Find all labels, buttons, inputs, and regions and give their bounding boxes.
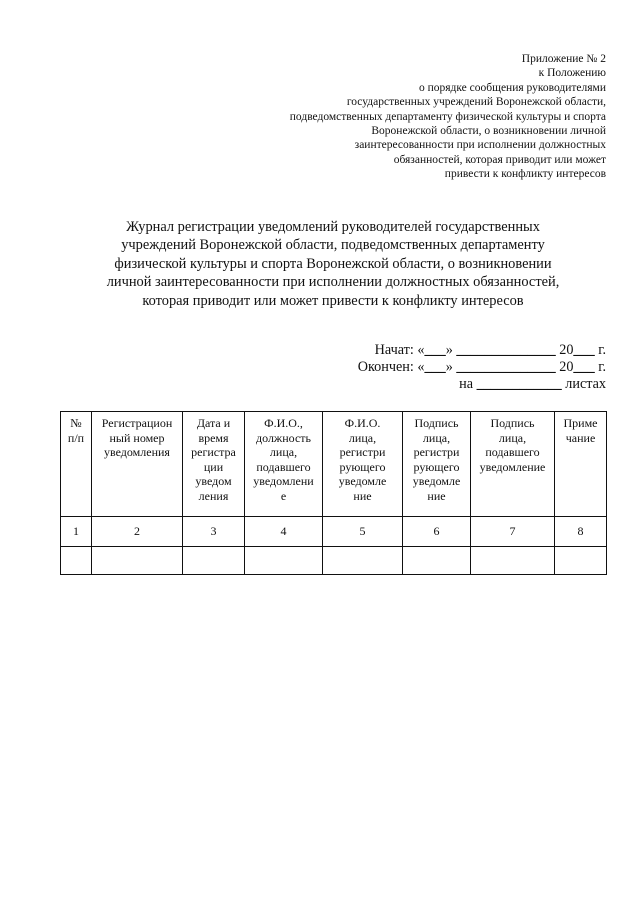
column-header-registrar-signature: Подпись лица, регистри рующего уведомле ние bbox=[403, 412, 471, 517]
table-header-row bbox=[61, 412, 607, 517]
column-header-reg-datetime: Дата и время регистра ции уведом ления bbox=[183, 412, 245, 517]
appendix-line: к Положению bbox=[538, 67, 606, 80]
quote-open: « bbox=[417, 359, 425, 375]
year-suffix: г. bbox=[598, 342, 606, 358]
ended-line bbox=[358, 359, 606, 376]
sheets-prefix: на bbox=[459, 376, 474, 392]
title-line: учреждений Воронежской области, подведомственных департаменту bbox=[121, 237, 545, 254]
column-number: 4 bbox=[245, 517, 323, 547]
journal-dates bbox=[358, 342, 606, 393]
appendix-line: о порядке сообщения руководителями bbox=[418, 81, 606, 94]
column-header-registrar-name: Ф.И.О. лица, регистри рующего уведомле ние bbox=[323, 412, 403, 517]
column-header-note: Приме чание bbox=[555, 412, 607, 517]
started-label: Начат: bbox=[374, 342, 414, 358]
column-number: 6 bbox=[403, 517, 471, 547]
column-header-reg-number: Регистрацион ный номер уведомления bbox=[92, 412, 183, 517]
quote-close: » bbox=[445, 342, 453, 358]
year-blank: ___ bbox=[573, 359, 595, 375]
month-blank: ______________ bbox=[456, 342, 556, 358]
empty-cell bbox=[92, 547, 183, 575]
title-line: личной заинтересованности при исполнении должностных обязанностей, bbox=[106, 274, 560, 291]
sheets-label: листах bbox=[565, 376, 606, 392]
appendix-block bbox=[176, 52, 606, 182]
empty-cell bbox=[323, 547, 403, 575]
appendix-line: привести к конфликту интересов bbox=[444, 168, 606, 181]
empty-cell bbox=[403, 547, 471, 575]
title-line: Журнал регистрации уведомлений руководителей государственных bbox=[126, 219, 540, 235]
column-number: 7 bbox=[471, 517, 555, 547]
empty-cell bbox=[555, 547, 607, 575]
year-blank: ___ bbox=[573, 342, 595, 358]
column-number: 5 bbox=[323, 517, 403, 547]
column-number: 8 bbox=[555, 517, 607, 547]
sheets-line bbox=[358, 376, 606, 393]
table-empty-row bbox=[61, 547, 607, 575]
day-blank: ___ bbox=[424, 359, 446, 375]
column-number: 3 bbox=[183, 517, 245, 547]
column-number: 1 bbox=[61, 517, 92, 547]
column-number: 2 bbox=[92, 517, 183, 547]
title-line: физической культуры и спорта Воронежской области, о возникновении bbox=[114, 255, 552, 272]
appendix-line: подведомственных департаменту физической культуры и спорта bbox=[289, 110, 606, 123]
appendix-line: Воронежской области, о возникновении личной bbox=[371, 125, 606, 138]
quote-open: « bbox=[417, 342, 425, 358]
empty-cell bbox=[471, 547, 555, 575]
appendix-line: обязанностей, которая приводит или может bbox=[393, 153, 606, 166]
year-prefix: 20 bbox=[559, 359, 574, 375]
column-header-submitter-name: Ф.И.О., должность лица, подавшего уведомлени е bbox=[245, 412, 323, 517]
year-prefix: 20 bbox=[559, 342, 574, 358]
year-suffix: г. bbox=[598, 359, 606, 375]
quote-close: » bbox=[445, 359, 453, 375]
appendix-line: государственных учреждений Воронежской области, bbox=[346, 96, 606, 109]
document-title bbox=[60, 218, 606, 310]
day-blank: ___ bbox=[424, 342, 446, 358]
started-line bbox=[358, 342, 606, 359]
appendix-line: Приложение № 2 bbox=[521, 53, 606, 65]
sheets-blank: ____________ bbox=[476, 376, 562, 392]
ended-label: Окончен: bbox=[357, 359, 414, 375]
appendix-line: заинтересованности при исполнении должностных bbox=[354, 139, 606, 152]
month-blank: ______________ bbox=[456, 359, 556, 375]
column-header-submitter-signature: Подпись лица, подавшего уведомление bbox=[471, 412, 555, 517]
column-header-number: № п/п bbox=[61, 412, 92, 517]
title-line: которая приводит или может привести к конфликту интересов bbox=[142, 292, 524, 309]
journal-table bbox=[60, 411, 607, 575]
empty-cell bbox=[183, 547, 245, 575]
table-number-row bbox=[61, 517, 607, 547]
empty-cell bbox=[245, 547, 323, 575]
empty-cell bbox=[61, 547, 92, 575]
